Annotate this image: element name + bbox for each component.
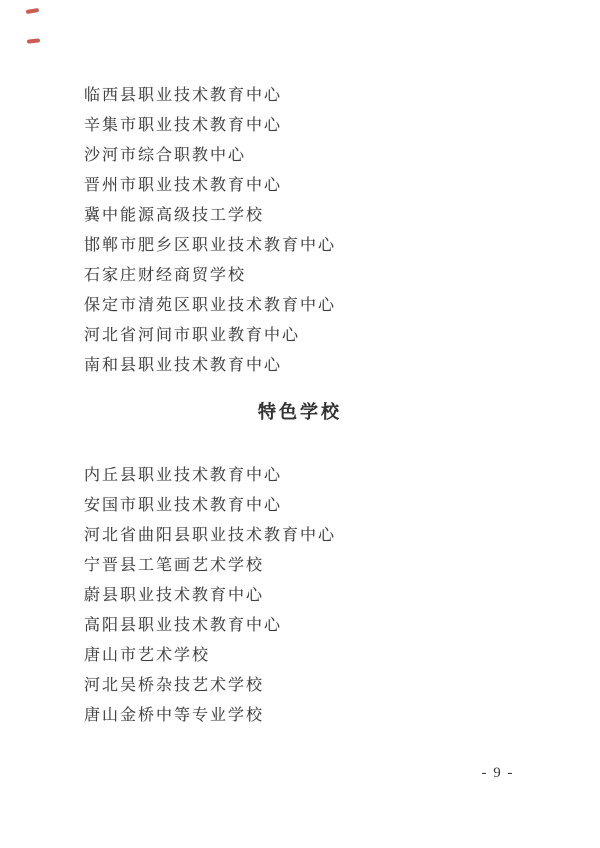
school-list-item: 内丘县职业技术教育中心: [84, 467, 283, 484]
school-list-item: 河北省河间市职业教育中心: [84, 327, 301, 344]
school-list-item: 唐山金桥中等专业学校: [84, 707, 265, 724]
school-list-item: 唐山市艺术学校: [84, 647, 211, 664]
school-list-item: 河北吴桥杂技艺术学校: [84, 677, 265, 694]
school-list-item: 高阳县职业技术教育中心: [84, 617, 283, 634]
school-list-item: 南和县职业技术教育中心: [84, 357, 283, 374]
school-list-item: 保定市清苑区职业技术教育中心: [84, 297, 337, 314]
school-list-item: 晋州市职业技术教育中心: [84, 177, 283, 194]
school-list-item: 冀中能源高级技工学校: [84, 207, 265, 224]
school-list-item: 辛集市职业技术教育中心: [84, 117, 283, 134]
school-list-item: 宁晋县工笔画艺术学校: [84, 557, 265, 574]
school-list-item: 河北省曲阳县职业技术教育中心: [84, 527, 337, 544]
section-heading: 特色学校: [258, 402, 342, 422]
page-number: - 9 -: [481, 765, 514, 781]
red-ink-mark: [27, 38, 40, 43]
school-list-item: 临西县职业技术教育中心: [84, 87, 283, 104]
school-list-item: 邯郸市肥乡区职业技术教育中心: [84, 237, 337, 254]
school-list-item: 石家庄财经商贸学校: [84, 267, 247, 284]
school-list-item: 沙河市综合职教中心: [84, 147, 247, 164]
school-list-top: [84, 81, 336, 381]
school-list-item: 蔚县职业技术教育中心: [84, 587, 265, 604]
red-ink-mark: [26, 8, 39, 14]
school-list-featured: [84, 461, 336, 731]
school-list-item: 安国市职业技术教育中心: [84, 497, 283, 514]
